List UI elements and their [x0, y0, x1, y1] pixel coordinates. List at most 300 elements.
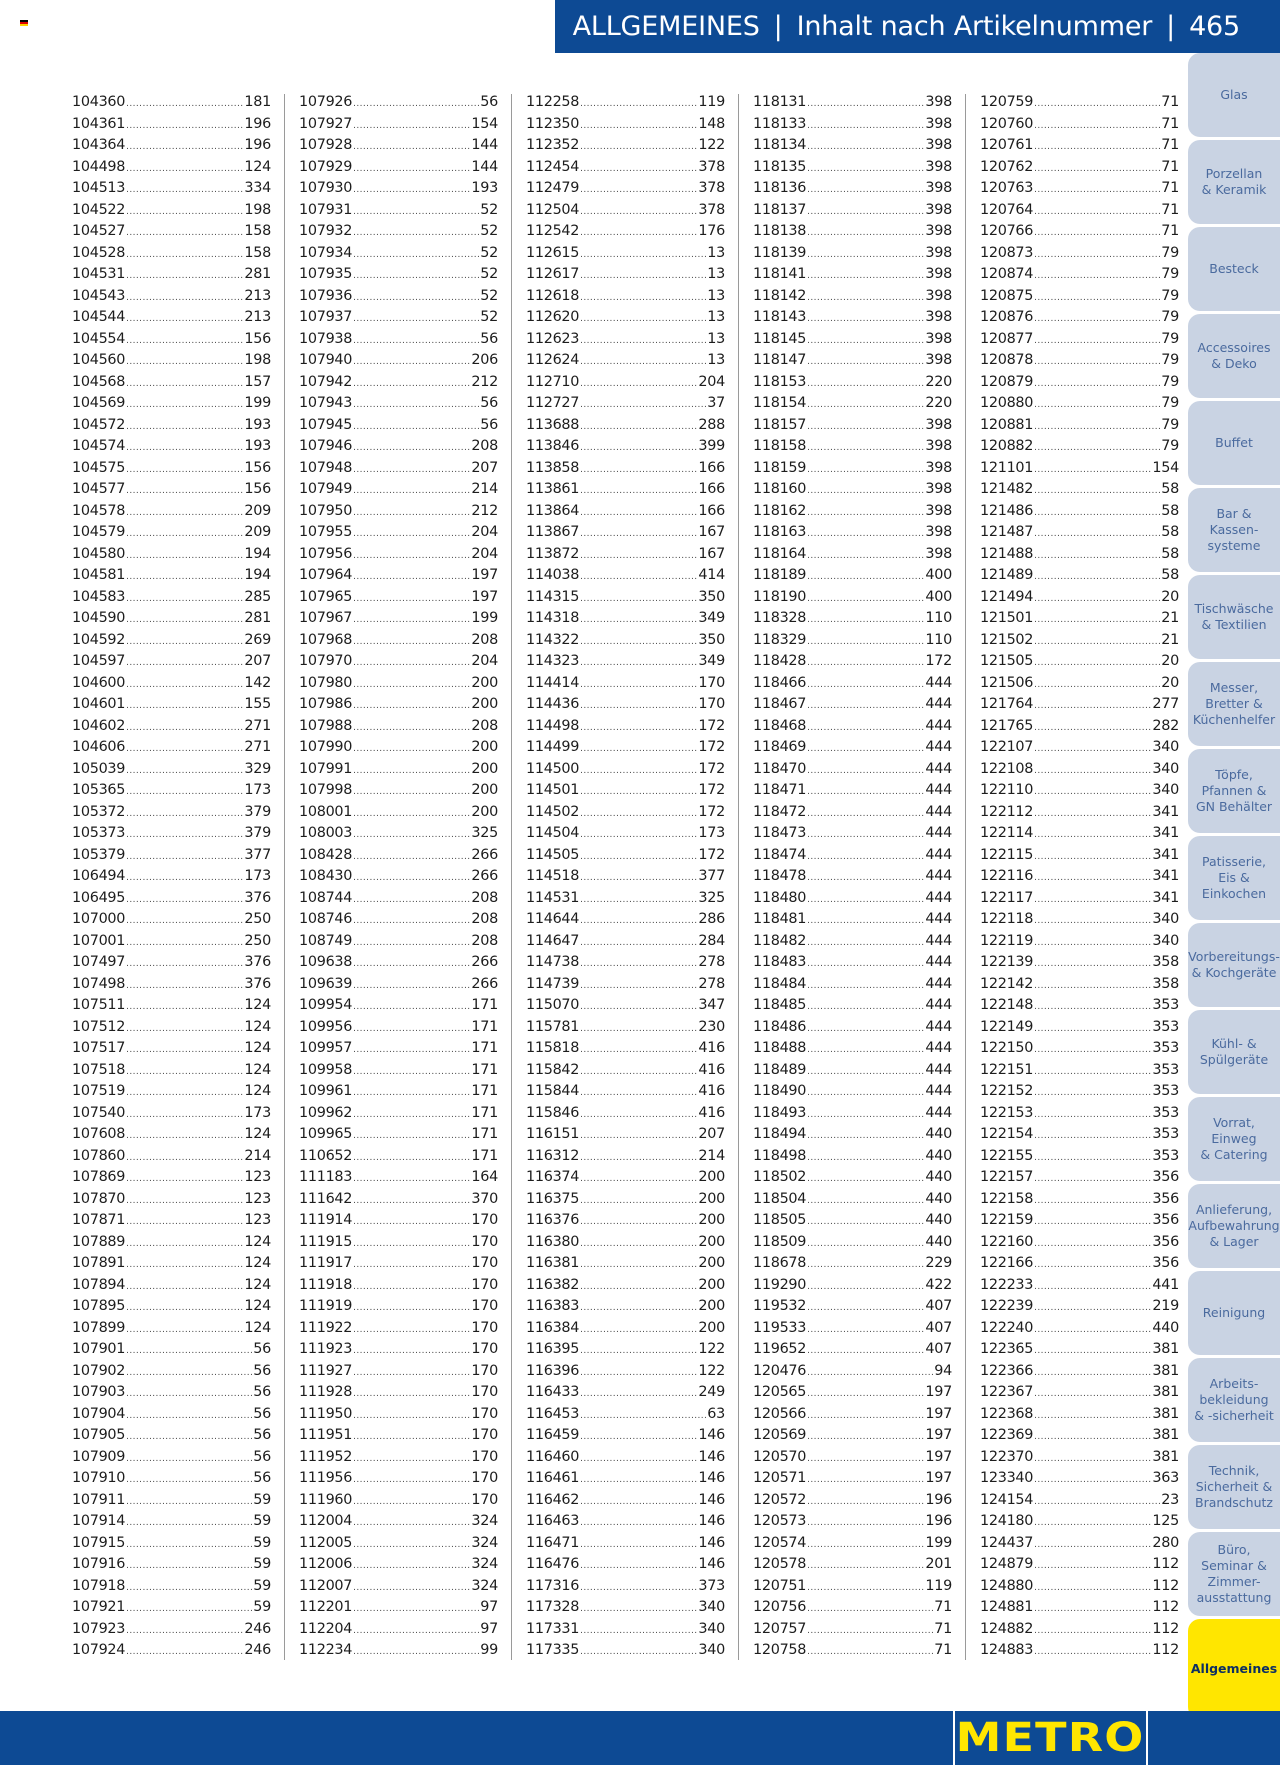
article-number: 112618: [526, 287, 580, 304]
dot-leader: [1034, 524, 1160, 546]
page-ref: 444: [925, 1104, 952, 1121]
dot-leader: [807, 1148, 924, 1170]
article-number: 111918: [299, 1276, 353, 1293]
page-ref: 440: [1152, 1319, 1179, 1336]
dot-leader: [580, 675, 697, 697]
page-ref: 204: [471, 653, 498, 669]
page-ref: 356: [1152, 1169, 1179, 1185]
dot-leader: [1034, 1169, 1151, 1191]
dot-leader: [1034, 1363, 1151, 1385]
article-number: 107911: [72, 1491, 126, 1508]
index-entry: [299, 1210, 498, 1232]
index-entry: [299, 1339, 498, 1361]
article-number: 116376: [526, 1212, 580, 1228]
index-entry: [72, 716, 271, 738]
page-ref: 71: [1161, 158, 1179, 175]
tab-töpfe-pfannen-gn-behälter[interactable]: Töpfe, Pfannen & GN Behälter: [1188, 749, 1280, 833]
dot-leader: [126, 202, 243, 224]
index-entry: [980, 1425, 1179, 1447]
page-ref: 407: [925, 1298, 952, 1314]
article-number: 117316: [526, 1577, 580, 1594]
article-number: 104574: [72, 438, 126, 454]
article-number: 118483: [753, 954, 807, 970]
dot-leader: [580, 1599, 697, 1621]
dot-leader: [807, 1040, 924, 1062]
page-ref: 52: [480, 266, 498, 282]
index-entry: [72, 694, 271, 716]
page-ref: 398: [925, 244, 952, 261]
page-ref: 201: [925, 1556, 952, 1572]
page-ref: 58: [1161, 545, 1179, 562]
article-number: 114322: [526, 631, 580, 648]
index-entry: [526, 1318, 725, 1340]
index-entry: [299, 974, 498, 996]
dot-leader: [580, 847, 697, 869]
dot-leader: [126, 159, 243, 181]
page-ref: 271: [244, 717, 271, 734]
article-number: 104600: [72, 674, 126, 691]
dot-leader: [807, 524, 924, 546]
dot-leader: [126, 804, 243, 826]
page-ref: 324: [471, 1513, 498, 1529]
article-number: 107899: [72, 1319, 126, 1336]
tab-patisserie-eis-einkochen[interactable]: Patisserie, Eis & Einkochen: [1188, 836, 1280, 920]
page-ref: 324: [471, 1577, 498, 1594]
page-ref: 229: [925, 1255, 952, 1271]
page-ref: 288: [698, 416, 725, 433]
index-entry: [526, 974, 725, 996]
article-number: 107929: [299, 158, 353, 175]
article-number: 120766: [980, 223, 1034, 239]
article-number: 120759: [980, 94, 1034, 110]
index-entry: [753, 673, 952, 695]
page-ref: 170: [471, 1298, 498, 1314]
article-number: 104554: [72, 330, 126, 347]
dot-leader: [353, 610, 470, 632]
dot-leader: [807, 675, 924, 697]
page-ref: 200: [471, 674, 498, 691]
article-number: 118486: [753, 1018, 807, 1035]
article-number: 120875: [980, 287, 1034, 304]
index-entry: [299, 1382, 498, 1404]
article-number: 120757: [753, 1620, 807, 1637]
article-number: 107518: [72, 1061, 126, 1078]
page-ref: 199: [244, 395, 271, 411]
page-ref: 110: [925, 610, 952, 626]
article-number: 107964: [299, 567, 353, 583]
article-number: 114038: [526, 567, 580, 583]
article-number: 112006: [299, 1556, 353, 1572]
dot-leader: [807, 718, 924, 740]
dot-leader: [1034, 804, 1151, 826]
page-ref: 398: [925, 352, 952, 368]
page-ref: 350: [698, 631, 725, 648]
tab-allgemeines[interactable]: Allgemeines: [1188, 1619, 1280, 1719]
index-entry: [753, 1425, 952, 1447]
article-number: 112007: [299, 1577, 353, 1594]
page-ref: 71: [934, 1642, 952, 1658]
page-ref: 79: [1161, 244, 1179, 261]
page-ref: 444: [925, 911, 952, 927]
index-entry: [753, 243, 952, 265]
page-ref: 171: [471, 1126, 498, 1142]
page-ref: 59: [253, 1491, 271, 1508]
article-number: 107608: [72, 1126, 126, 1142]
page-ref: 146: [698, 1470, 725, 1486]
index-entry: [72, 909, 271, 931]
page-ref: 208: [471, 438, 498, 454]
dot-leader: [580, 137, 697, 159]
index-entry: [526, 350, 725, 372]
page-ref: 112: [1152, 1642, 1179, 1658]
dot-leader: [807, 1642, 933, 1664]
article-number: 121489: [980, 567, 1034, 583]
page-ref: 444: [925, 1018, 952, 1035]
page-ref: 110: [925, 631, 952, 648]
article-number: 122153: [980, 1104, 1034, 1121]
page-ref: 353: [1152, 1147, 1179, 1164]
index-entry: [980, 501, 1179, 523]
article-number: 120760: [980, 115, 1034, 132]
dot-leader: [126, 417, 243, 439]
dot-leader: [807, 1406, 924, 1428]
dot-leader: [126, 610, 243, 632]
dot-leader: [353, 546, 470, 568]
dot-leader: [807, 137, 924, 159]
dot-leader: [1034, 825, 1151, 847]
article-number: 115846: [526, 1104, 580, 1121]
page-ref: 219: [1152, 1298, 1179, 1314]
dot-leader: [1034, 1320, 1151, 1342]
dot-leader: [807, 1169, 924, 1191]
index-entry: [526, 114, 725, 136]
index-entry: [72, 243, 271, 265]
index-entry: [753, 802, 952, 824]
index-entry: [526, 651, 725, 673]
dot-leader: [580, 933, 697, 955]
tab-technik-sicherheit-brandschutz[interactable]: Technik, Sicherheit & Brandschutz: [1188, 1445, 1280, 1529]
page-ref: 353: [1152, 1061, 1179, 1078]
article-number: 122115: [980, 846, 1034, 863]
page-ref: 71: [934, 1599, 952, 1615]
index-entry: [753, 931, 952, 953]
index-entry: [72, 458, 271, 480]
article-number: 105379: [72, 846, 126, 863]
dot-leader: [807, 739, 924, 761]
article-number: 105039: [72, 760, 126, 777]
page-ref: 285: [244, 588, 271, 605]
article-number: 112615: [526, 244, 580, 261]
index-entry: [980, 651, 1179, 673]
tab-buffet[interactable]: Buffet: [1188, 401, 1280, 485]
dot-leader: [1034, 481, 1160, 503]
index-entry: [72, 307, 271, 329]
page-ref: 196: [925, 1513, 952, 1529]
dot-leader: [807, 1599, 933, 1621]
dot-leader: [807, 481, 924, 503]
page-ref: 154: [1152, 459, 1179, 476]
tab-tischwäsche-textilien[interactable]: Tischwäsche & Textilien: [1188, 575, 1280, 659]
index-entry: [72, 92, 271, 114]
dot-leader: [1034, 288, 1160, 310]
article-number: 116312: [526, 1147, 580, 1164]
page-ref: 376: [244, 954, 271, 970]
page-ref: 59: [253, 1513, 271, 1529]
index-entry: [980, 178, 1179, 200]
dot-leader: [353, 159, 470, 181]
page-ref: 341: [1152, 889, 1179, 906]
dot-leader: [126, 245, 243, 267]
index-entry: [753, 866, 952, 888]
index-entry: [526, 608, 725, 630]
dot-leader: [353, 911, 470, 933]
page-ref: 58: [1161, 502, 1179, 519]
index-entry: [526, 415, 725, 437]
dot-leader: [1034, 438, 1160, 460]
dot-leader: [580, 481, 697, 503]
article-number: 122233: [980, 1276, 1034, 1293]
article-number: 116375: [526, 1190, 580, 1207]
article-number: 114499: [526, 739, 580, 755]
page-ref: 172: [698, 739, 725, 755]
article-number: 120565: [753, 1384, 807, 1400]
section-title: ALLGEMEINES: [572, 11, 760, 42]
page-ref: 407: [925, 1341, 952, 1357]
article-number: 116463: [526, 1513, 580, 1529]
article-number: 111915: [299, 1233, 353, 1250]
article-number: 107948: [299, 459, 353, 476]
article-number: 122116: [980, 868, 1034, 884]
article-number: 112504: [526, 201, 580, 218]
index-entry: [980, 1361, 1179, 1383]
dot-leader: [353, 868, 470, 890]
dot-leader: [807, 1320, 924, 1342]
article-number: 116461: [526, 1470, 580, 1486]
index-entry: [753, 1490, 952, 1512]
index-entry: [299, 866, 498, 888]
tab-glas[interactable]: Glas: [1188, 53, 1280, 137]
article-number: 120573: [753, 1513, 807, 1529]
index-entry: [72, 1189, 271, 1211]
article-number: 114315: [526, 588, 580, 605]
article-number: 124879: [980, 1556, 1034, 1572]
index-entry: [72, 221, 271, 243]
dot-leader: [353, 1105, 470, 1127]
article-number: 113858: [526, 459, 580, 476]
index-entry: [753, 157, 952, 179]
article-number: 108744: [299, 889, 353, 906]
index-entry: [526, 522, 725, 544]
page-ref: 204: [471, 545, 498, 562]
page-ref: 214: [471, 481, 498, 497]
page-ref: 353: [1152, 997, 1179, 1013]
tab-büro-seminar-zimmer-ausstattung[interactable]: Büro, Seminar & Zimmer- ausstattung: [1188, 1532, 1280, 1616]
article-number: 118504: [753, 1190, 807, 1207]
index-entry: [299, 1425, 498, 1447]
article-number: 122154: [980, 1126, 1034, 1142]
index-entry: [753, 1275, 952, 1297]
article-number: 107937: [299, 309, 353, 325]
index-column: [526, 92, 725, 1662]
page-ref: 398: [925, 481, 952, 497]
article-number: 107895: [72, 1298, 126, 1314]
article-number: 118133: [753, 115, 807, 132]
article-number: 116395: [526, 1341, 580, 1357]
article-number: 120572: [753, 1491, 807, 1508]
article-number: 120476: [753, 1362, 807, 1379]
page-ref: 71: [1161, 94, 1179, 110]
page-ref: 378: [698, 158, 725, 175]
tab-vorrat-einweg-catering[interactable]: Vorrat, Einweg & Catering: [1188, 1097, 1280, 1181]
page-ref: 353: [1152, 1126, 1179, 1142]
page-ref: 157: [244, 373, 271, 390]
page-ref: 214: [698, 1147, 725, 1164]
article-number: 108001: [299, 803, 353, 820]
dot-leader: [126, 1513, 252, 1535]
dot-leader: [1034, 847, 1151, 869]
article-number: 118484: [753, 975, 807, 992]
index-entry: [526, 264, 725, 286]
index-entry: [72, 1210, 271, 1232]
dot-leader: [126, 782, 243, 804]
dot-leader: [126, 1126, 243, 1148]
page-ref: 212: [471, 502, 498, 519]
article-number: 121488: [980, 545, 1034, 562]
dot-leader: [580, 1513, 697, 1535]
index-entry: [753, 952, 952, 974]
index-entry: [980, 479, 1179, 501]
tab-arbeits-bekleidung-sicherheit[interactable]: Arbeits- bekleidung & -sicherheit: [1188, 1358, 1280, 1442]
article-number: 104580: [72, 545, 126, 562]
article-number: 111951: [299, 1427, 353, 1443]
index-entry: [72, 1490, 271, 1512]
index-entry: [72, 823, 271, 845]
index-entry: [299, 243, 498, 265]
index-entry: [299, 1490, 498, 1512]
article-number: 114518: [526, 868, 580, 884]
index-entry: [72, 522, 271, 544]
dot-leader: [807, 1535, 924, 1557]
tab-accessoires-deko[interactable]: Accessoires & Deko: [1188, 314, 1280, 398]
dot-leader: [580, 1492, 697, 1514]
dot-leader: [126, 395, 243, 417]
article-number: 116374: [526, 1169, 580, 1185]
page-ref: 123: [244, 1212, 271, 1228]
index-entry: [980, 1619, 1179, 1641]
page-ref: 398: [925, 287, 952, 304]
index-entry: [980, 307, 1179, 329]
article-number: 116476: [526, 1556, 580, 1572]
tab-messer-bretter-küchenhelfer[interactable]: Messer, Bretter & Küchenhelfer: [1188, 662, 1280, 746]
index-entry: [72, 372, 271, 394]
page-ref: 358: [1152, 954, 1179, 970]
index-entry: [299, 350, 498, 372]
index-entry: [299, 114, 498, 136]
index-entry: [299, 737, 498, 759]
dot-leader: [580, 417, 697, 439]
page-ref: 156: [244, 330, 271, 347]
index-entry: [753, 1447, 952, 1469]
article-number: 112201: [299, 1599, 353, 1615]
article-number: 122142: [980, 975, 1034, 992]
article-number: 118137: [753, 201, 807, 218]
page-ref: 166: [698, 502, 725, 519]
dot-leader: [126, 718, 243, 740]
tab-kühl-spülgeräte[interactable]: Kühl- & Spülgeräte: [1188, 1010, 1280, 1094]
dot-leader: [353, 1578, 470, 1600]
article-number: 107950: [299, 502, 353, 519]
index-entry: [980, 823, 1179, 845]
index-entry: [72, 1640, 271, 1662]
dot-leader: [580, 1148, 697, 1170]
article-number: 120874: [980, 266, 1034, 282]
page-ref: 444: [925, 717, 952, 734]
article-number: 111917: [299, 1255, 353, 1271]
page-ref: 208: [471, 717, 498, 734]
index-entry: [526, 1038, 725, 1060]
page-ref: 269: [244, 631, 271, 648]
page-ref: 440: [925, 1233, 952, 1250]
article-number: 107860: [72, 1147, 126, 1164]
index-entry: [980, 866, 1179, 888]
article-number: 118138: [753, 223, 807, 239]
dot-leader: [580, 374, 697, 396]
tab-besteck[interactable]: Besteck: [1188, 227, 1280, 311]
article-number: 118329: [753, 631, 807, 648]
page-ref: 158: [244, 223, 271, 239]
article-number: 107926: [299, 94, 353, 110]
dot-leader: [126, 331, 243, 353]
index-entry: [299, 1511, 498, 1533]
dot-leader: [353, 1169, 470, 1191]
index-entry: [753, 1554, 952, 1576]
dot-leader: [807, 460, 924, 482]
index-entry: [526, 1468, 725, 1490]
article-number: 107945: [299, 416, 353, 433]
article-number: 118509: [753, 1233, 807, 1250]
tab-reinigung[interactable]: Reinigung: [1188, 1271, 1280, 1355]
page-ref: 155: [244, 696, 271, 712]
tab-vorbereitungs-kochgeräte[interactable]: Vorbereitungs- & Kochgeräte: [1188, 923, 1280, 1007]
index-entry: [299, 802, 498, 824]
dot-leader: [126, 653, 243, 675]
page-ref: 208: [471, 911, 498, 927]
article-number: 112258: [526, 94, 580, 110]
tab-anlieferung-aufbewahrung-lager[interactable]: Anlieferung, Aufbewahrung & Lager: [1188, 1184, 1280, 1268]
article-number: 118131: [753, 94, 807, 110]
index-entry: [980, 1124, 1179, 1146]
page-ref: 112: [1152, 1599, 1179, 1615]
dot-leader: [1034, 503, 1160, 525]
page-ref: 212: [471, 373, 498, 390]
tab-porzellan-keramik[interactable]: Porzellan & Keramik: [1188, 140, 1280, 224]
index-entry: [526, 178, 725, 200]
article-number: 118678: [753, 1255, 807, 1271]
dot-leader: [580, 1062, 697, 1084]
index-entry: [299, 1232, 498, 1254]
article-number: 114323: [526, 653, 580, 669]
index-entry: [980, 1232, 1179, 1254]
index-entry: [526, 92, 725, 114]
index-columns: [72, 92, 1207, 1662]
index-entry: [753, 458, 952, 480]
dot-leader: [353, 1384, 470, 1406]
tab-bar-kassen-systeme[interactable]: Bar & Kassen- systeme: [1188, 488, 1280, 572]
page-ref: 63: [707, 1405, 725, 1422]
dot-leader: [126, 374, 243, 396]
german-flag-icon: [20, 20, 28, 26]
page-ref: 379: [244, 803, 271, 820]
